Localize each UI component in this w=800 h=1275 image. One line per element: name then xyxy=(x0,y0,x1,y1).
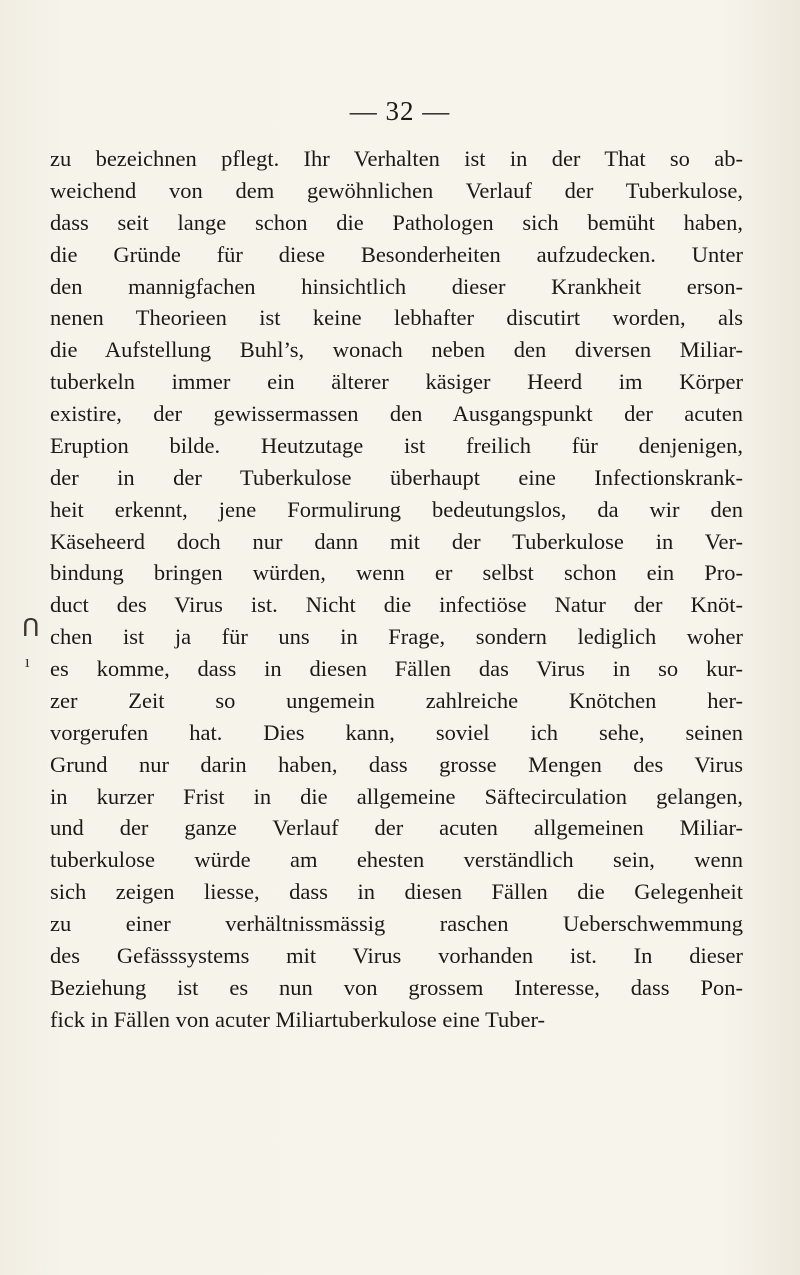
text-line: Grund nur darin haben, dass grosse Mengen des Virus xyxy=(50,751,743,777)
body-text xyxy=(50,143,743,1036)
text-line: tuberkeln immer ein älterer käsiger Heerd im Körper xyxy=(50,369,743,395)
text-line: vorgerufen hat. Dies kann, soviel ich sehe, seinen xyxy=(50,719,743,745)
text-line: duct des Virus ist. Nicht die infectiöse Natur der Knöt- xyxy=(50,592,743,618)
text-line: existire, der gewissermassen den Ausgangspunkt der acuten xyxy=(50,401,743,426)
text-line: zer Zeit so ungemein zahlreiche Knötchen her- xyxy=(50,687,743,713)
text-line: nenen Theorieen ist keine lebhafter discutirt worden, als xyxy=(50,305,743,331)
text-line: sich zeigen liesse, dass in diesen Fällen die Gelegenheit xyxy=(50,879,743,905)
text-line: chen ist ja für uns in Frage, sondern lediglich woher xyxy=(50,624,743,650)
text-line: weichend von dem gewöhnlichen Verlauf der Tuberkulose, xyxy=(50,177,743,203)
text-line: zu einer verhältnissmässig raschen Ueberschwemmung xyxy=(50,911,743,936)
text-line: fick in Fällen von acuter Miliartuberkulose eine Tuber- xyxy=(50,1006,546,1032)
text-line: dass seit lange schon die Pathologen sich bemüht haben, xyxy=(50,209,743,235)
margin-pencil-mark: ᑎ xyxy=(22,616,40,642)
text-line: die Gründe für diese Besonderheiten aufzudecken. Unter xyxy=(50,241,743,267)
text-line: bindung bringen würden, wenn er selbst schon ein Pro- xyxy=(50,560,743,586)
text-line: des Gefässsystems mit Virus vorhanden ist. In dieser xyxy=(50,942,743,968)
text-line: tuberkulose würde am ehesten verständlich sein, wenn xyxy=(50,847,743,873)
text-line: die Aufstellung Buhl’s, wonach neben den diversen Miliar- xyxy=(50,337,743,363)
text-line: Käseheerd doch nur dann mit der Tuberkulose in Ver- xyxy=(50,528,743,554)
text-line: es komme, dass in diesen Fällen das Virus in so kur- xyxy=(50,656,743,681)
margin-pencil-mark: ı xyxy=(25,652,30,671)
page-number: — 32 — xyxy=(349,96,451,126)
text-line: Beziehung ist es nun von grossem Interesse, dass Pon- xyxy=(50,974,743,1000)
text-line: den mannigfachen hinsichtlich dieser Krankheit erson- xyxy=(50,273,743,299)
text-line: heit erkennt, jene Formulirung bedeutungslos, da wir den xyxy=(50,496,743,522)
text-line: zu bezeichnen pflegt. Ihr Verhalten ist in der That so ab- xyxy=(50,146,743,171)
text-line: und der ganze Verlauf der acuten allgemeinen Miliar- xyxy=(50,815,743,841)
text-line: in kurzer Frist in die allgemeine Säftecirculation gelangen, xyxy=(50,783,743,809)
text-line: der in der Tuberkulose überhaupt eine Infectionskrank- xyxy=(50,464,743,490)
text-line: Eruption bilde. Heutzutage ist freilich für denjenigen, xyxy=(50,432,743,458)
